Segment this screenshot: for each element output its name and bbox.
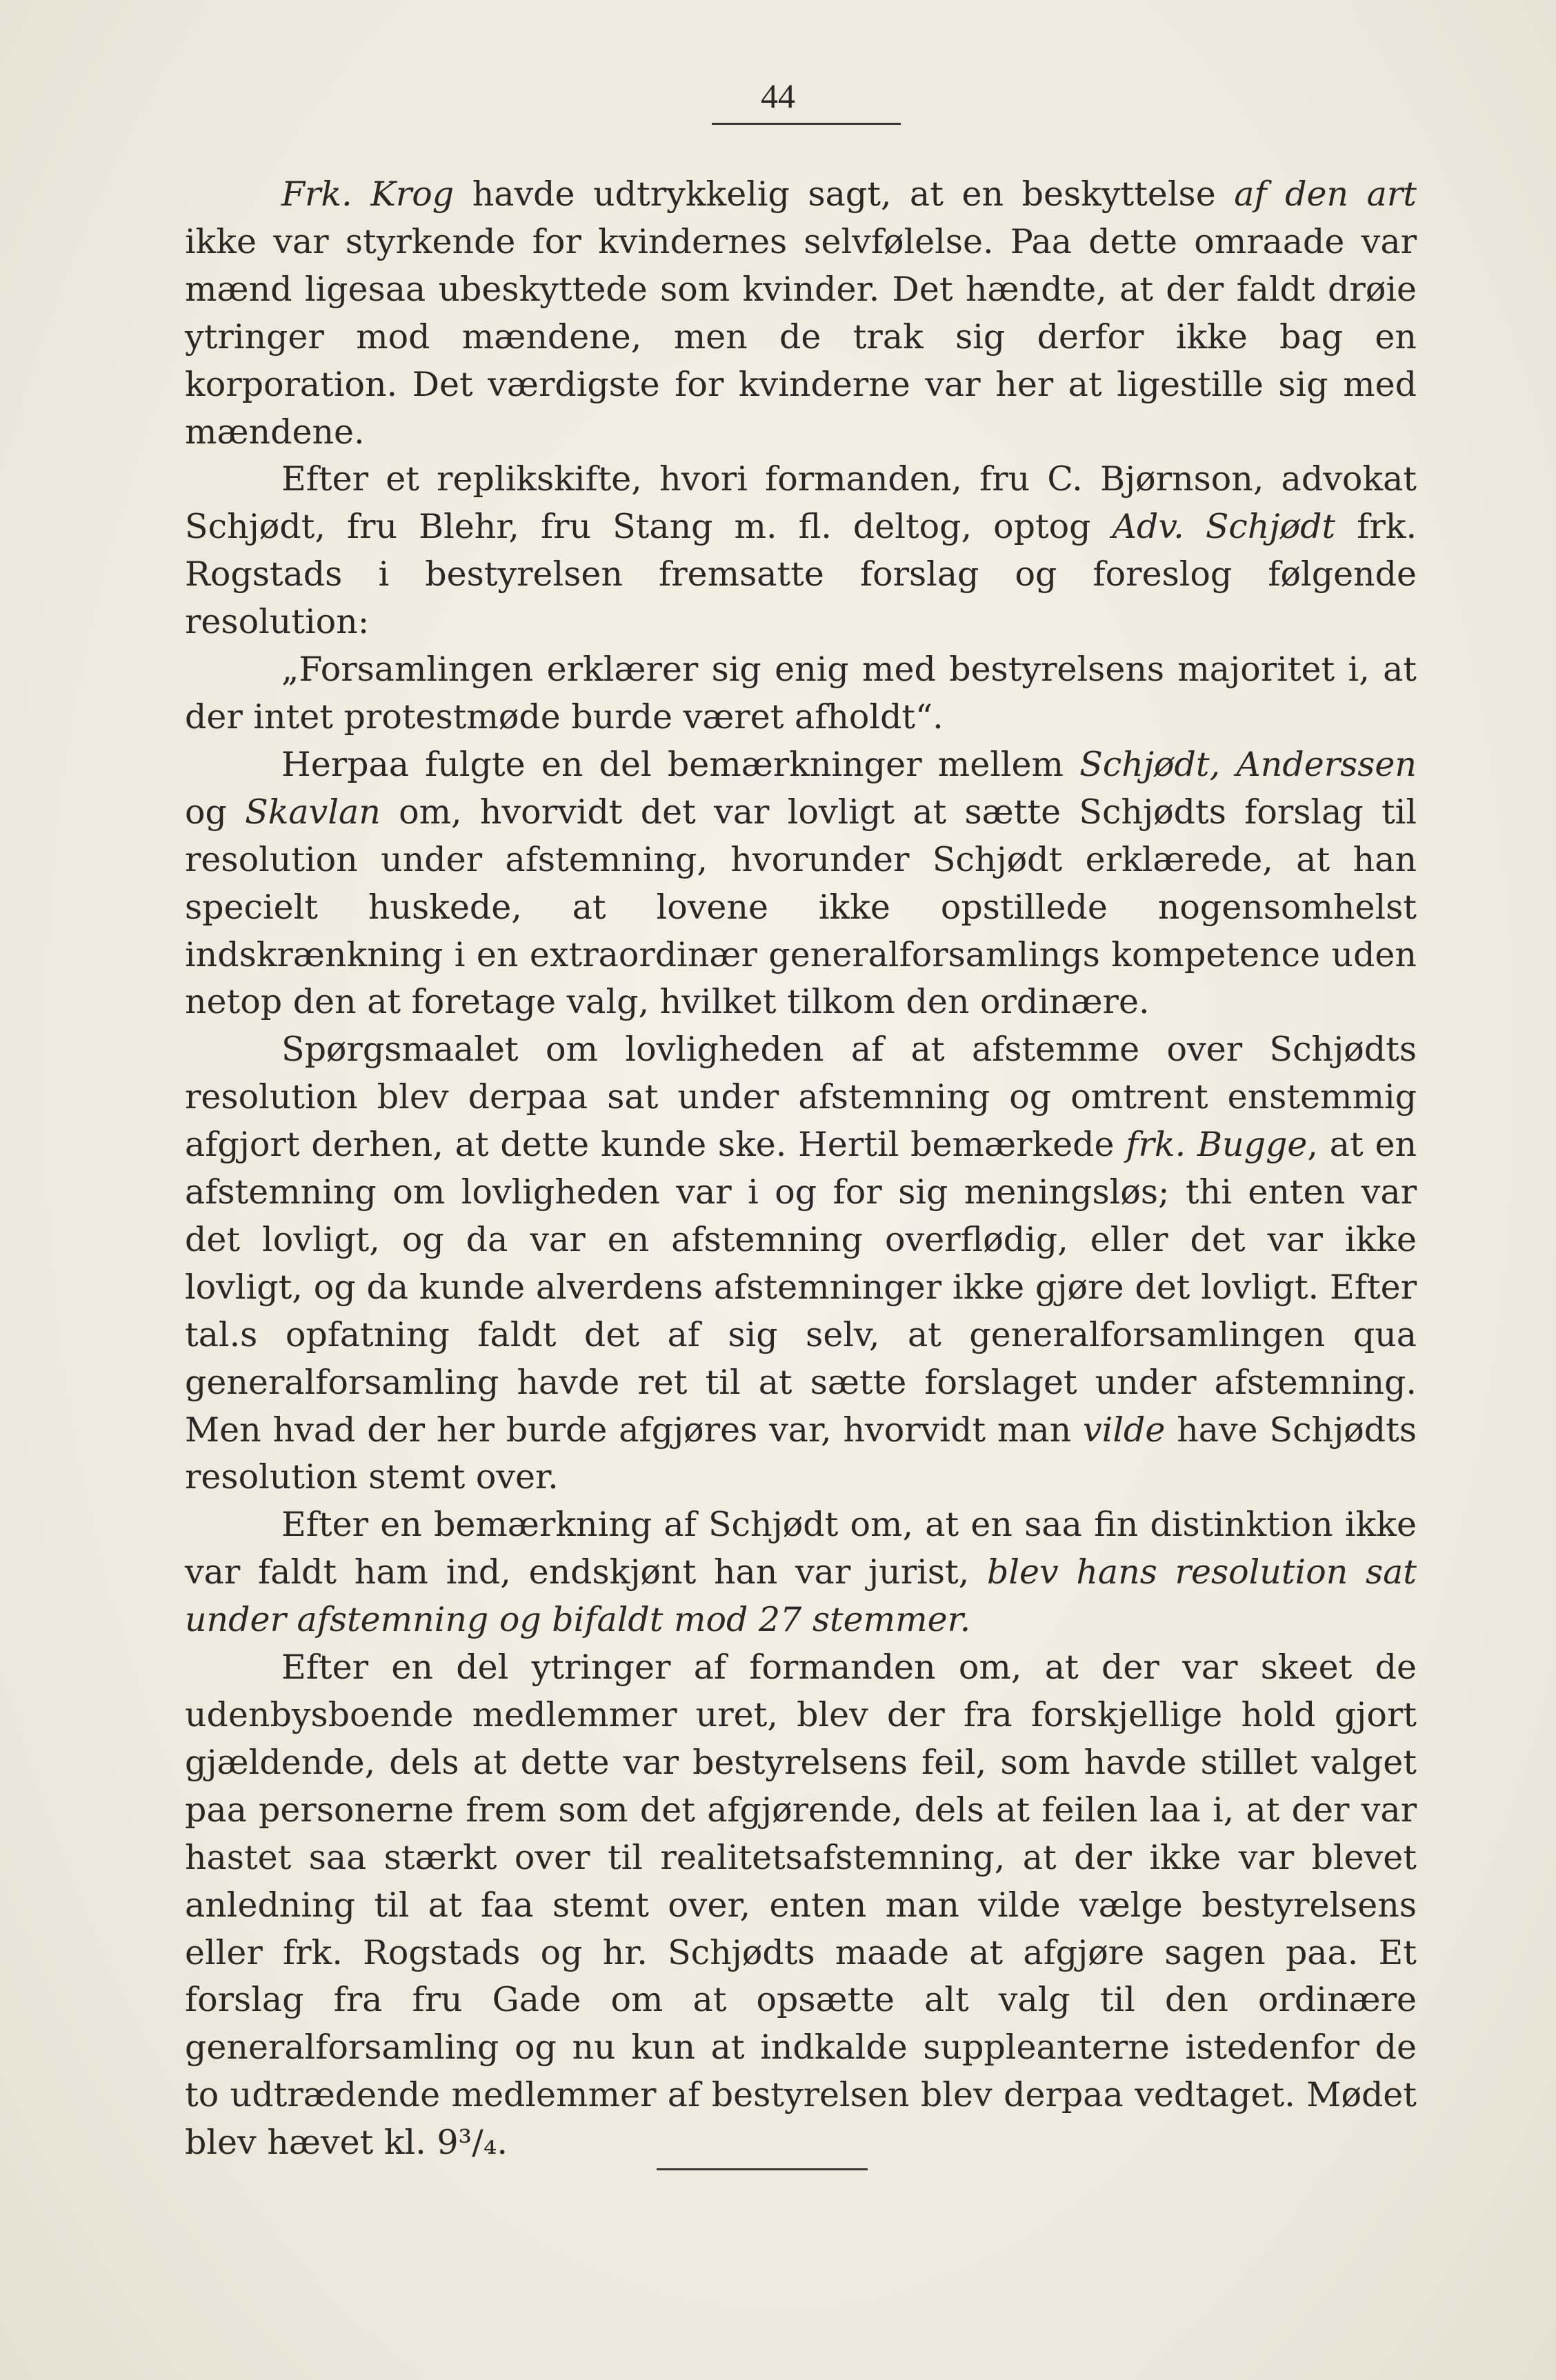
text-run: Efter en bemærkning af Schjødt om, at en saa fin distinktion ikke var faldt ham ind, endskjønt han var jurist, — [185, 1505, 1417, 1592]
italic-text: Schjødt, Anderssen — [1079, 744, 1417, 784]
text-run: „Forsamlingen erklærer sig enig med bestyrelsens majoritet i, at der intet protestmøde burde været afholdt“. — [185, 650, 1417, 737]
italic-text: blev hans resolution sat under afstemning og bifaldt mod 27 stemmer. — [185, 1552, 1417, 1640]
footer-rule — [657, 2168, 868, 2170]
text-run: og — [185, 792, 246, 832]
paragraph — [185, 171, 1417, 456]
paragraph — [185, 1644, 1417, 2167]
paragraph — [185, 646, 1417, 741]
text-run: om, hvorvidt det var lovligt at sætte Schjødts forslag til resolution under afstemning, hvorunder Schjødt erklærede, at han specielt huskede, at lovene ikke opstillede nogensomhelst indskrænkning i en extraordinær generalforsamlings kompetence uden netop den at foretage valg, hvilket tilkom den ordinære. — [185, 792, 1417, 1022]
italic-text: Skavlan — [245, 792, 381, 832]
page-number: 44 — [761, 77, 795, 115]
text-run: havde udtrykkelig sagt, at en beskyttelse — [454, 174, 1235, 214]
text-run: Spørgsmaalet om lovligheden af at afstemme over Schjødts resolution blev derpaa sat under afstemning og omtrent enstemmig afgjort derhen, at dette kunde ske. Hertil bemærkede — [185, 1030, 1417, 1165]
text-run: frk. Rogstads i bestyrelsen fremsatte forslag og foreslog følgende resolution: — [185, 507, 1417, 642]
text-run: have Schjødts resolution stemt over. — [185, 1410, 1417, 1497]
italic-text: Adv. Schjødt — [1112, 507, 1336, 547]
italic-text: Frk. Krog — [281, 174, 455, 214]
text-run: ikke var styrkende for kvindernes selvfølelse. Paa dette omraade var mænd ligesaa ubeskyttede som kvinder. Det hændte, at der faldt drøie ytringer mod mændene, men de trak sig derfor ikke bag en korporation. Det værdigste for kvinderne var her at ligestille sig med mændene. — [185, 221, 1417, 452]
header-rule — [712, 123, 901, 125]
text-run: Efter et replikskifte, hvori formanden, fru C. Bjørnson, advokat Schjødt, fru Blehr, fru Stang m. fl. deltog, optog — [185, 459, 1417, 547]
paragraph — [185, 456, 1417, 646]
body-text — [185, 171, 1417, 2167]
paragraph — [185, 1026, 1417, 1501]
text-run: , at en afstemning om lovligheden var i og for sig meningsløs; thi enten var det lovligt, og da var en afstemning overflødig, eller det var ikke lovligt, og da kunde alverdens afstemninger ikke gjøre det lovligt. Efter tal.s opfatning faldt det af sig selv, at generalforsamlingen qua generalforsamling havde ret til at sætte forslaget under afstemning. Men hvad der her burde afgjøres var, hvorvidt man — [185, 1125, 1417, 1450]
italic-text: vilde — [1082, 1410, 1166, 1450]
text-run: Efter en del ytringer af formanden om, at der var skeet de udenbysboende medlemmer uret, blev der fra forskjellige hold gjort gjældende, dels at dette var bestyrelsens feil, som havde stillet valget paa personerne frem som det afgjørende, dels at feilen laa i, at der var hastet saa stærkt over til realitetsafstemning, at der ikke var blevet anledning til at faa stemt over, enten man vilde vælge bestyrelsens eller frk. Rogstads og hr. Schjødts maade at afgjøre sagen paa. Et forslag fra fru Gade om at opsætte alt valg til den ordinære generalforsamling og nu kun at indkalde suppleanterne istedenfor de to udtrædende medlemmer af bestyrelsen blev derpaa vedtaget. Mødet blev hævet kl. 9³/₄. — [185, 1648, 1417, 2163]
paragraph — [185, 741, 1417, 1026]
paragraph — [185, 1501, 1417, 1644]
italic-text: frk. Bugge — [1126, 1125, 1308, 1165]
text-run: Herpaa fulgte en del bemærkninger mellem — [281, 744, 1080, 784]
italic-text: af den art — [1234, 174, 1417, 214]
